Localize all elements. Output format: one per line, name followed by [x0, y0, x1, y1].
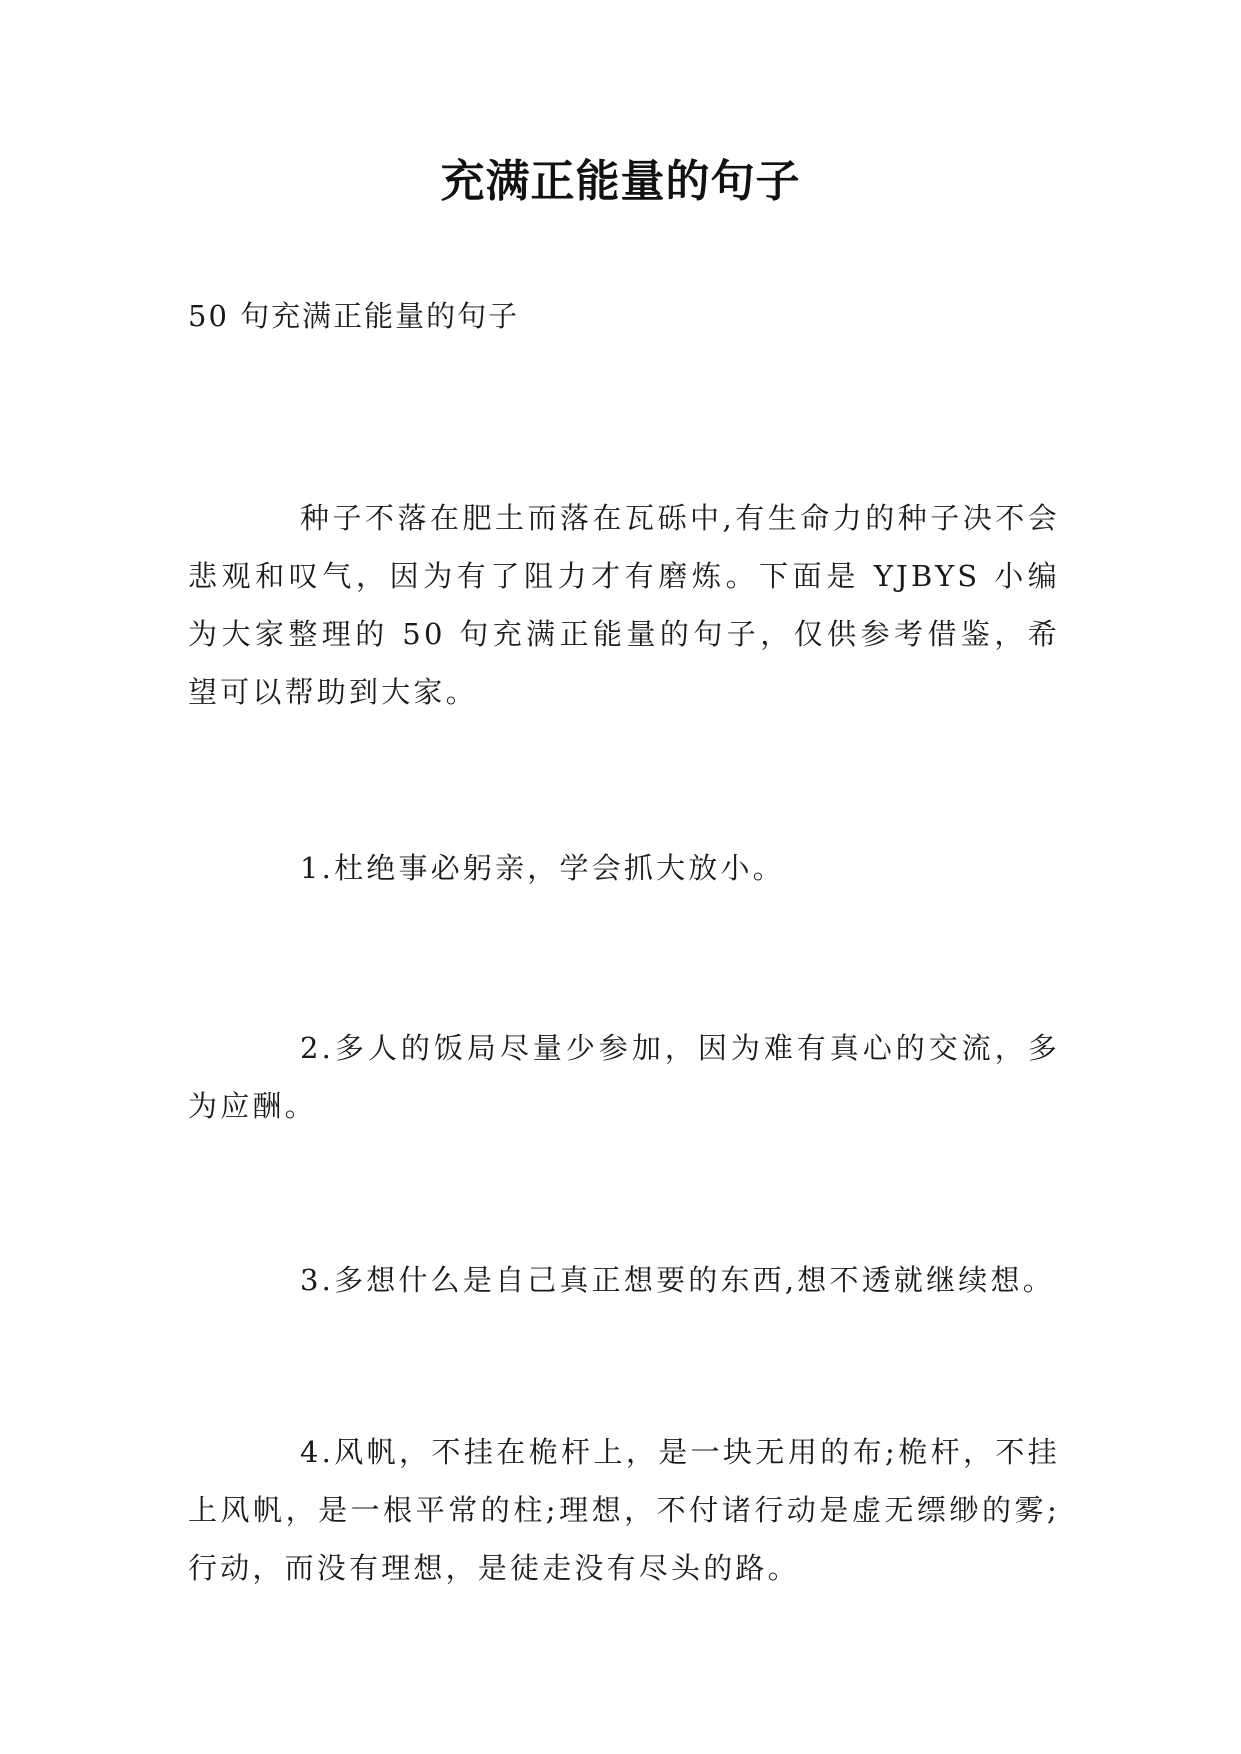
list-item: 2.多人的饭局尽量少参加，因为难有真心的交流，多为应酬。 [188, 1031, 1060, 1123]
page-title: 充满正能量的句子 [440, 156, 801, 207]
list-item: 1.杜绝事必躬亲，学会抓大放小。 [300, 851, 785, 885]
subtitle: 50 句充满正能量的句子 [188, 299, 520, 333]
list-item: 3.多想什么是自己真正想要的东西,想不透就继续想。 [300, 1263, 1055, 1297]
list-item: 4.风帆，不挂在桅杆上，是一块无用的布;桅杆，不挂上风帆，是一根平常的柱;理想，不付诸行动是虚无缥缈的雾;行动，而没有理想，是徒走没有尽头的路。 [188, 1435, 1060, 1585]
intro-paragraph: 种子不落在肥土而落在瓦砾中,有生命力的种子决不会悲观和叹气，因为有了阻力才有磨炼。下面是 YJBYS 小编为大家整理的 50 句充满正能量的句子，仅供参考借鉴，希望可以帮助到大家。 [188, 501, 1060, 709]
